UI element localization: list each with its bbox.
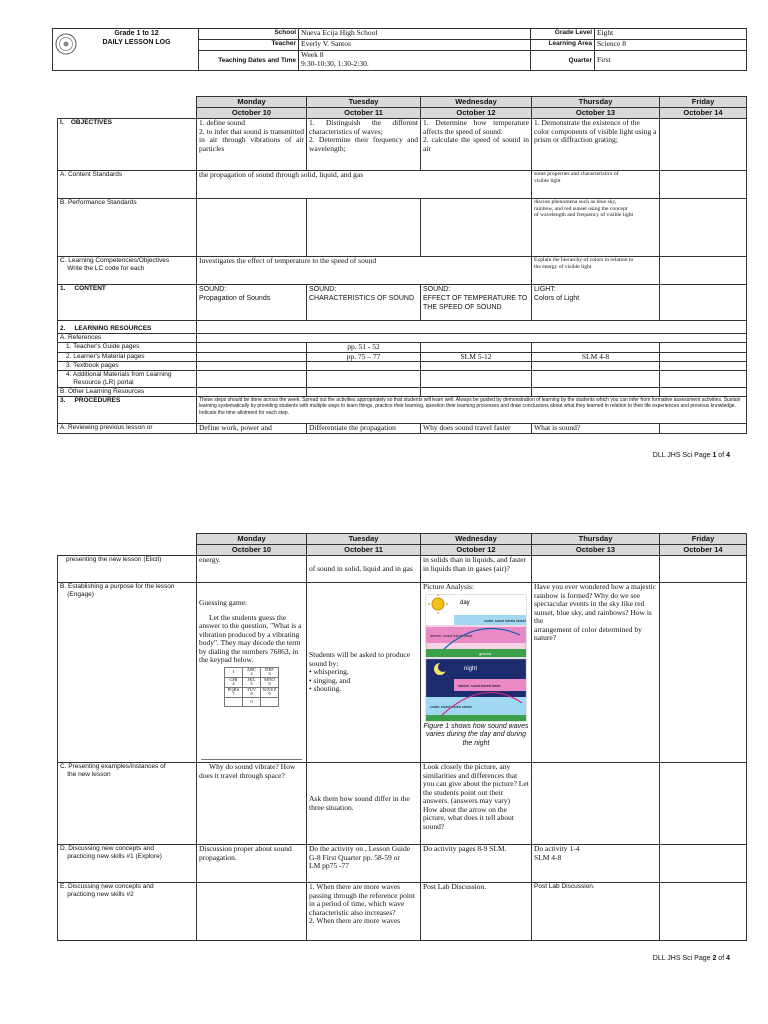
keypad-key (225, 698, 243, 707)
time-value: 9:30-10:30, 1:30-2:30. (301, 58, 369, 68)
night-cool-label: cooler, sound travels slower (430, 704, 472, 709)
content-thursday: LIGHT: Colors of Light (532, 285, 660, 321)
explore-thursday: Do activity 1-4 SLM 4-8 (532, 845, 660, 883)
content-standards-label: A. Content Standards (58, 171, 197, 199)
lm-thursday: SLM 4-8 (532, 352, 660, 362)
phone-keypad (224, 667, 279, 708)
date-tuesday: October 11 (307, 545, 421, 556)
explore-monday: Discussion proper about sound propagation. (197, 845, 307, 883)
day-label: day (460, 599, 470, 606)
review-thursday: What is sound? (532, 424, 660, 434)
elicit-tuesday: of sound in solid, liquid and in gas (307, 556, 421, 583)
engage-wednesday (421, 583, 532, 763)
night-ground (426, 715, 526, 721)
keypad-key: TUV 8 (243, 687, 261, 697)
competencies-value: Investigates the effect of temperature to the speed of sound (197, 257, 532, 285)
explore-wednesday: Do activity pages 8-9 SLM. (421, 845, 532, 883)
day-header-wednesday: Wednesday (421, 97, 532, 108)
page-footer-2 (653, 955, 730, 962)
night-warm-label: warmer, sound travels faster (458, 683, 501, 688)
sun-icon (432, 598, 444, 610)
day-header-monday: Monday (197, 97, 307, 108)
competencies-thursday: Explain the hierarchy of colors in relation to the energy of visible light (532, 257, 660, 285)
keypad-key (261, 698, 279, 707)
page-1 (0, 0, 768, 470)
night-label: night (464, 665, 478, 672)
tg-tuesday: pp. 51 - 52 (307, 343, 421, 353)
day-header-tuesday: Tuesday (307, 97, 421, 108)
date-friday: October 14 (660, 545, 747, 556)
ground-label: ground (479, 651, 491, 656)
performance-standards-label: B. Performance Standards (58, 199, 197, 257)
elicit-label: presenting the new lesson (Elicit) (58, 556, 197, 583)
footer-of: of (716, 452, 727, 459)
footer-total: 4 (726, 955, 730, 962)
guessing-game-title: Guessing game: (199, 598, 248, 607)
school-label: School (199, 29, 299, 40)
discussing-2-thursday: Post Lab Discussion. (532, 883, 660, 941)
school-value: Nueva Ecija High School (299, 29, 531, 40)
cell-divider (201, 759, 302, 760)
quarter-label: Quarter (531, 51, 595, 71)
objectives-wednesday: 1. Determine how temperature affects the speed of sound. 2. calculate the speed of sound in air (421, 119, 532, 171)
deped-seal-icon (55, 33, 77, 55)
date-monday: October 10 (197, 108, 307, 119)
day-header-tuesday: Tuesday (307, 534, 421, 545)
keypad-key: 1 (225, 667, 243, 677)
date-thursday: October 13 (532, 108, 660, 119)
footer-page-number: 1 (712, 452, 717, 459)
keypad-key: PQRS 7 (225, 687, 243, 697)
review-monday: Define work, power and (197, 424, 307, 434)
elicit-wednesday: in solids than in liquids, and faster in liquids than in gases (air)? (421, 556, 532, 583)
keypad-key: MNO 6 (261, 677, 279, 687)
references-label: A. References (58, 334, 197, 343)
review-wednesday: Why does sound travel faster (421, 424, 532, 434)
keypad-key: ABC 2 (243, 667, 261, 677)
keypad-key: 0 (243, 698, 261, 707)
discussing-2-wednesday: Post Lab Discussion. (421, 883, 532, 941)
header-title-1: Grade 1 to 12 (114, 30, 159, 37)
keypad-key: GHI 4 (225, 677, 243, 687)
day-header-monday: Monday (197, 534, 307, 545)
presenting-monday: Why do sound vibrate? How does it travel through space? (197, 763, 307, 845)
figure-caption: Figure 1 shows how sound waves varies during the day and during the night (423, 722, 529, 747)
page-footer-1 (653, 452, 730, 459)
keypad-key: WXYZ 9 (261, 687, 279, 697)
objectives-label: I. OBJECTIVES (58, 119, 197, 171)
objectives-tuesday: 1. Distinguish the different characteristics of waves; 2. Determine their frequency and wavelength; (307, 119, 421, 171)
day-cool-label: cooler, sound travels slower (484, 618, 526, 623)
keypad-key: DEF 3 (261, 667, 279, 677)
presenting-tuesday: Ask them how sound differ in the three situation. (307, 763, 421, 845)
review-tuesday: Differentiate the propagation (307, 424, 421, 434)
objectives-friday (660, 119, 747, 171)
footer-prefix: DLL JHS Sci Page (652, 955, 713, 962)
review-label: A. Reviewing previous lesson or (58, 424, 197, 434)
area-value: Science 8 (595, 40, 747, 51)
grade-label: Grade Level (531, 29, 595, 40)
lm-tuesday: pp. 75 – 77 (307, 352, 421, 362)
date-tuesday: October 11 (307, 108, 421, 119)
date-thursday: October 13 (532, 545, 660, 556)
date-wednesday: October 12 (421, 545, 532, 556)
content-tuesday: SOUND: CHARACTERISTICS OF SOUND (307, 285, 421, 321)
week-value: Week 8 (301, 50, 324, 59)
content-standards-thursday: some properties and characteristics of visible light (532, 171, 660, 199)
lesson-table-2 (57, 533, 747, 941)
other-resources-label: B. Other Learning Resources (58, 388, 197, 397)
tg-label: 1. Teacher's Guide pages (58, 343, 197, 353)
header-table (52, 28, 747, 71)
lm-label: 2. Learner's Material pages (58, 352, 197, 362)
explore-tuesday: Do the activity on , Lesson Guide G-8 First Quarter pp. 58-59 or LM pp75 -77 (307, 845, 421, 883)
day-header-friday: Friday (660, 534, 747, 545)
content-label: 1. CONTENT (58, 285, 197, 321)
presenting-wednesday: Look closely the picture, any similarities and differences that you can give about the picture? Let the students point out their answers. (answers may vary) How about the arrow on the picture, what does it tell about sound? (421, 763, 532, 845)
footer-of: of (716, 955, 727, 962)
procedures-text: These steps should be done across the week. Spread out the activities appropriately so that students will learn well. Always be guided by demonstration of learning by the students which you can infer from formative assessment activities. Sustain learning systematically by providing students with multiple ways to learn things, practice their learning, question their learning processes and draw conclusions about what they learned in relation to their life experiences and previous knowledge. Indicate the time allotment for each step. (197, 397, 747, 424)
footer-total: 4 (726, 452, 730, 459)
lesson-table-1 (57, 96, 747, 434)
quarter-value: First (595, 51, 747, 71)
additional-materials-label: 4. Additional Materials from Learning Resource (LR) portal (58, 371, 197, 388)
engage-thursday: Have you ever wondered how a majestic rainbow is formed? Why do we see spectacular events in the sky like red sunset, blue sky, and rainbows? How is the arrangement of color determined by nature? (532, 583, 660, 763)
competencies-label: C. Learning Competencies/Objectives Write the LC code for each (58, 257, 197, 285)
day-ground (426, 649, 526, 657)
teacher-value: Everly V. Santos (299, 40, 531, 51)
elicit-monday: energy. (197, 556, 307, 583)
dates-value (299, 51, 531, 71)
footer-prefix: DLL JHS Sci Page (652, 452, 713, 459)
resources-label: 2. LEARNING RESOURCES (58, 321, 197, 334)
area-label: Learning Area (531, 40, 595, 51)
footer-page-number: 2 (712, 955, 717, 962)
page-2 (0, 530, 768, 1024)
textbook-label: 3. Textbook pages (58, 362, 197, 371)
date-wednesday: October 12 (421, 108, 532, 119)
discussing-2-label: E. Discussing new concepts and practicing new skills #2 (58, 883, 197, 941)
keypad-row (225, 687, 279, 697)
explore-label: D. Discussing new concepts and practicing new skills #1 (Explore) (58, 845, 197, 883)
logo-title-cell (53, 29, 199, 71)
presenting-label: C. Presenting examples/instances of the new lesson (58, 763, 197, 845)
objectives-thursday: 1. Demonstrate the existence of the color components of visible light using a prism or diffraction grating; (532, 119, 660, 171)
engage-tuesday: Students will be asked to produce sound by: • whispering, • singing, and • shouting. (307, 583, 421, 763)
date-friday: October 14 (660, 108, 747, 119)
keypad-row (225, 667, 279, 677)
day-header-friday: Friday (660, 97, 747, 108)
date-monday: October 10 (197, 545, 307, 556)
picture-analysis-title: Picture Analysis: (423, 582, 475, 591)
engage-label: B. Establishing a purpose for the lesson (Engage) (58, 583, 197, 763)
grade-value: Eight (595, 29, 747, 40)
objectives-monday: 1. define sound 2. to infer that sound is transmitted in air through vibrations of air particles (197, 119, 307, 171)
lm-wednesday: SLM 5-12 (421, 352, 532, 362)
keypad-key: JKL 5 (243, 677, 261, 687)
keypad-row (225, 677, 279, 687)
content-standards-value: the propagation of sound through solid, liquid, and gas (197, 171, 532, 199)
content-wednesday: SOUND: EFFECT OF TEMPERATURE TO THE SPEED OF SOUND (421, 285, 532, 321)
performance-standards-thursday: discuss phenomena such as blue sky, rainbow, and red sunset using the concept of wavelength and frequency of visible light (532, 199, 660, 257)
teacher-label: Teacher (199, 40, 299, 51)
day-header-thursday: Thursday (532, 534, 660, 545)
keypad-row (225, 698, 279, 707)
guessing-game-text: Let the students guess the answer to the question, "What is a vibration produced by a vibrating body". They may decode the term by dialing the numbers 76863, in the keypad below. (199, 612, 302, 664)
procedures-label: 3. PROCEDURES (58, 397, 197, 424)
sound-day-night-figure (424, 593, 528, 723)
engage-monday (197, 583, 307, 763)
day-header-thursday: Thursday (532, 97, 660, 108)
header-title-2: DAILY LESSON LOG (102, 39, 171, 46)
day-warm-label: warmer, sound travels faster (430, 633, 473, 638)
content-monday: SOUND: Propagation of Sounds (197, 285, 307, 321)
dates-label: Teaching Dates and Time (199, 51, 299, 71)
discussing-2-tuesday: 1. When there are more waves passing through the reference point in a period of time, which wave characteristic also increases? 2. When there are more waves (307, 883, 421, 941)
day-header-wednesday: Wednesday (421, 534, 532, 545)
